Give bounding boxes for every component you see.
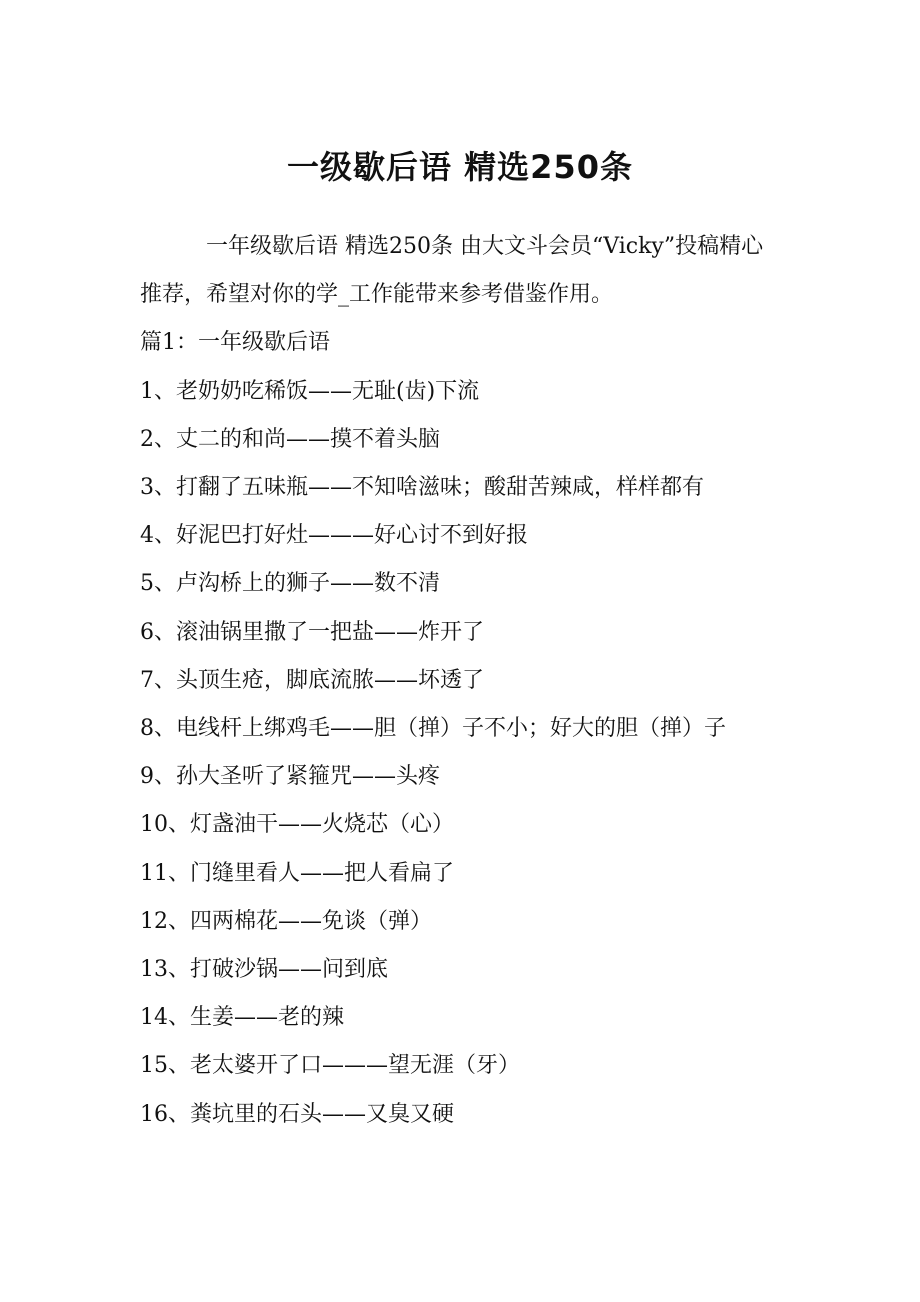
- list-item: 3、打翻了五味瓶——不知啥滋味；酸甜苦辣咸，样样都有: [140, 475, 704, 501]
- list-item: 15、老太婆开了口———望无涯（牙）: [140, 1053, 520, 1079]
- list-item: 10、灯盏油干——火烧芯（心）: [140, 812, 454, 838]
- list-item: 4、好泥巴打好灶———好心讨不到好报: [140, 523, 528, 549]
- list-item: 12、四两棉花——免谈（弹）: [140, 908, 432, 934]
- list-item: 1、老奶奶吃稀饭——无耻(齿)下流: [140, 378, 480, 404]
- list-item: 2、丈二的和尚——摸不着头脑: [140, 426, 440, 452]
- list-item: 14、生姜——老的辣: [140, 1005, 344, 1031]
- list-item: 5、卢沟桥上的狮子——数不清: [140, 571, 440, 597]
- list-item: 9、孙大圣听了紧箍咒——头疼: [140, 764, 440, 790]
- section-heading: 篇1：一年级歇后语: [140, 330, 330, 356]
- list-item: 8、电线杆上绑鸡毛——胆（掸）子不小；好大的胆（掸）子: [140, 716, 726, 742]
- document-title: 一级歇后语 精选250条: [287, 148, 633, 186]
- list-item: 7、头顶生疮，脚底流脓——坏透了: [140, 667, 484, 693]
- intro-paragraph: 一年级歇后语 精选250条 由大文斗会员“Vicky”投稿精心推荐，希望对你的学_工作能带来参考借鉴作用。: [140, 234, 764, 308]
- document-body: [140, 223, 785, 1139]
- list-item: 6、滚油锅里撒了一把盐——炸开了: [140, 619, 484, 645]
- list-item: 13、打破沙锅——问到底: [140, 957, 388, 983]
- list-item: 11、门缝里看人——把人看扁了: [140, 860, 454, 886]
- list-item: 16、粪坑里的石头——又臭又硬: [140, 1101, 454, 1127]
